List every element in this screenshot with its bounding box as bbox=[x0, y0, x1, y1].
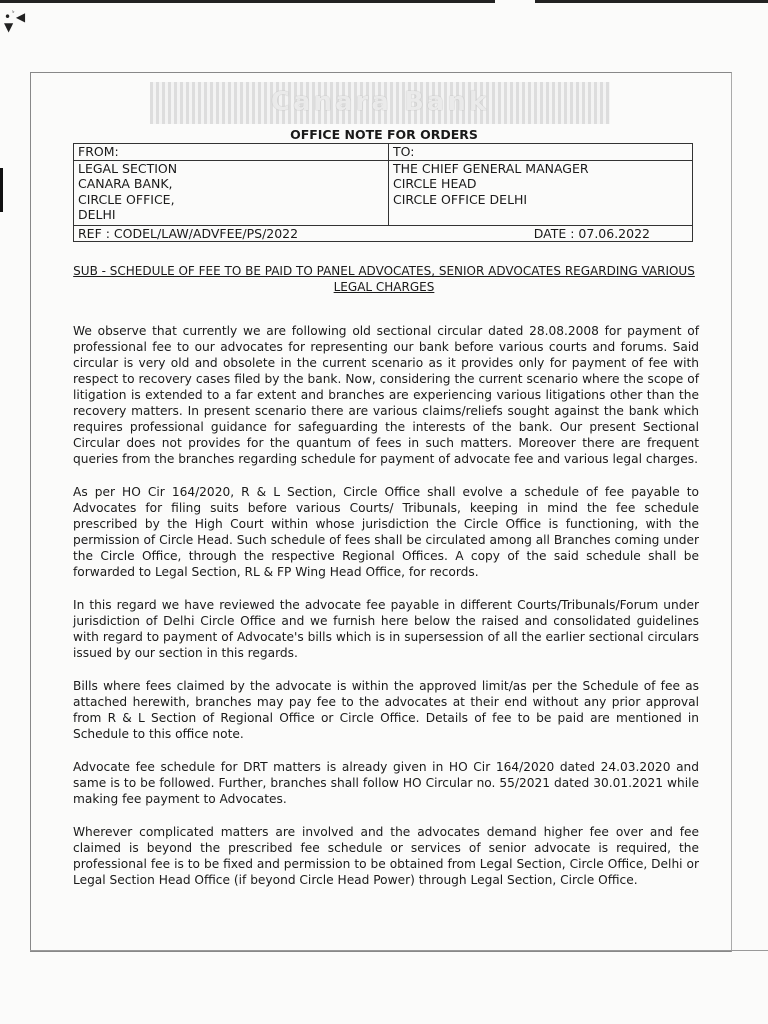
reference-row bbox=[74, 225, 693, 242]
page-frame-bottom-line bbox=[30, 950, 768, 951]
paragraph: Advocate fee schedule for DRT matters is already given in HO Cir 164/2020 dated 24.03.2020 and same is to be followed. Further, branches shall follow HO Circular no. 55/2021 dated 30.01.2021 while making fee payment to Advocates. bbox=[73, 760, 699, 806]
from-line: LEGAL SECTION bbox=[78, 160, 178, 176]
address-header-table bbox=[73, 143, 693, 242]
to-label-cell: TO: bbox=[389, 144, 693, 161]
document-date: DATE : 07.06.2022 bbox=[533, 225, 650, 241]
to-line: THE CHIEF GENERAL MANAGER bbox=[393, 160, 589, 176]
from-label-cell: FROM: bbox=[74, 144, 389, 161]
body-text bbox=[73, 323, 699, 905]
reference-number: REF : CODEL/LAW/ADVFEE/PS/2022 bbox=[78, 225, 299, 241]
paragraph: As per HO Cir 164/2020, R & L Section, Circle Office shall evolve a schedule of fee payable to Advocates for filing suits before various Courts/ Tribunals, keeping in mind the fee schedule prescribed by the High Court within whose jurisdiction the Circle Office is functioning, with the permission of Circle Head. Such schedule of fees shall be circulated among all Branches coming under the Circle Office, through the respective Regional Offices. A copy of the said schedule shall be forwarded to Legal Section, RL & FP Wing Head Office, for records. bbox=[73, 485, 699, 579]
to-line: CIRCLE OFFICE DELHI bbox=[393, 191, 528, 207]
from-address-cell bbox=[74, 160, 389, 225]
paragraph: Bills where fees claimed by the advocate is within the approved limit/as per the Schedule of fee as attached herewith, branches may pay fee to the advocates at their end without any prior approval from R & L Section of Regional Office or Circle Office. Details of fee to be paid are mentioned in Schedule to this office note. bbox=[73, 679, 699, 741]
from-line: DELHI bbox=[78, 207, 116, 222]
paragraph: In this regard we have reviewed the advocate fee payable in different Courts/Tribunals/Forum under jurisdiction of Delhi Circle Office and we furnish here below the raised and consolidated guidelines with regard to payment of Advocate's bills which is in supersession of all the earlier sectional circulars issued by our section in this regards. bbox=[73, 598, 699, 660]
from-line: CANARA BANK, bbox=[78, 176, 173, 191]
subject-line: SUB - SCHEDULE OF FEE TO BE PAID TO PANEL ADVOCATES, SENIOR ADVOCATES REGARDING VARIOUS LEGAL CHARGES bbox=[73, 264, 695, 294]
letterhead-logo-text: Canara Bank bbox=[270, 87, 490, 117]
scan-artifact-marks: • ٞ ◀ ▼ bbox=[4, 10, 26, 34]
paragraph: We observe that currently we are following old sectional circular dated 28.08.2008 for payment of professional fee to our advocates for representing our bank before various courts and forums. Said circular is very old and obsolete in the current scenario as it provides only for payment of fee with respect to recovery cases filed by the bank. Now, considering the current scenario where the scope of litigation is extended to a far extent and branches are experiencing various litigations other than the recovery matters. In present scenario there are various claims/reliefs sought against the bank which requires professional guidance for safeguarding the interests of the bank. Our present Sectional Circular does not provides for the quantum of fees in such matters. Moreover there are frequent queries from the branches regarding schedule for payment of advocate fee and various legal charges. bbox=[73, 324, 699, 466]
scan-edge-mark bbox=[0, 168, 3, 212]
to-address-cell bbox=[389, 160, 693, 225]
to-line: CIRCLE HEAD bbox=[393, 176, 477, 191]
from-line: CIRCLE OFFICE, bbox=[78, 191, 175, 207]
paragraph: Wherever complicated matters are involved and the advocates demand higher fee over and fee claimed is beyond the prescribed fee schedule or services of senior advocate is required, the professional fee is to be fixed and permission to be obtained from Legal Section, Circle Office, Delhi or Legal Section Head Office (if beyond Circle Head Power) through Legal Section, Circle Office. bbox=[73, 825, 699, 887]
scan-top-border bbox=[0, 0, 768, 3]
document-title: OFFICE NOTE FOR ORDERS bbox=[290, 127, 478, 142]
bank-letterhead-logo bbox=[150, 82, 610, 124]
scan-border-gap bbox=[495, 0, 535, 3]
